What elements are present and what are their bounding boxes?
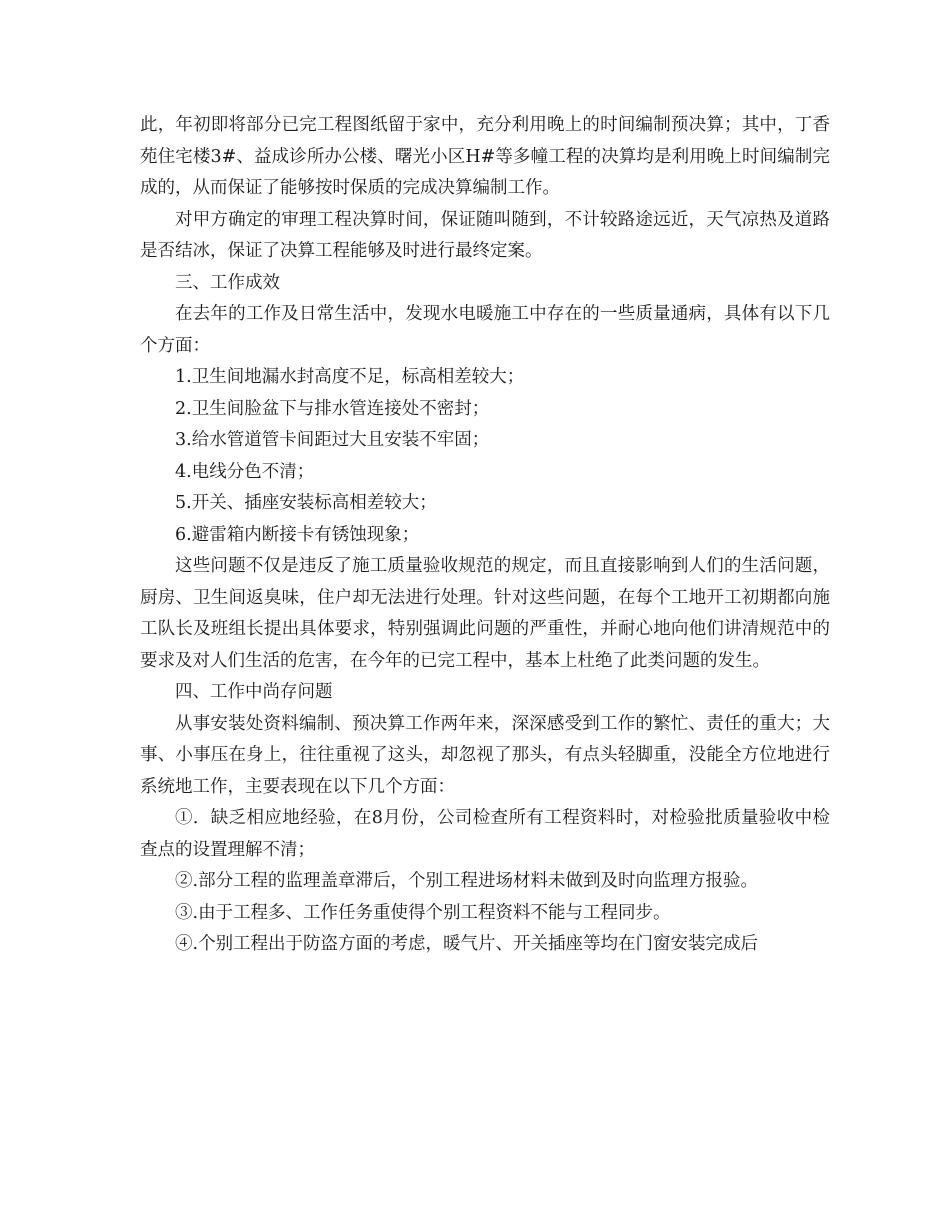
- list-item: ④.个别工程出于防盗方面的考虑，暖气片、开关插座等均在门窗安装完成后: [175, 934, 759, 954]
- section-heading-issues: 四、工作中尚存问题: [175, 682, 333, 702]
- paragraph-4: 这些问题不仅是违反了施工质量验收规范的规定，而且直接影响到人们的生活问题，厨房、卫生间返臭味，住户却无法进行处理。针对这些问题，在每个工地开工初期都向施工队长及班组长提出具体要求，特别强调此问题的严重性，并耐心地向他们讲清规范中的要求及对人们生活的危害，在今年的已完工程中，基本上杜绝了此类问题的发生。: [140, 556, 830, 671]
- section-heading-results: 三、工作成效: [175, 272, 280, 293]
- list-item: ①．缺乏相应地经验，在8月份，公司检查所有工程资料时，对检验批质量验收中检查点的设置理解不清；: [140, 808, 830, 860]
- list-item: ②.部分工程的监理盖章滞后，个别工程进场材料未做到及时向监理方报验。: [175, 871, 759, 891]
- paragraph-1: 此，年初即将部分已完工程图纸留于家中，充分利用晚上的时间编制预决算；其中，丁香苑住宅楼3#、益成诊所办公楼、曙光小区H#等多幢工程的决算均是利用晚上时间编制完成的，从而保证了能够按时保质的完成决算编制工作。: [140, 115, 830, 198]
- list-item: 2.卫生间脸盆下与排水管连接处不密封；: [175, 398, 490, 419]
- list-item: 4.电线分色不清；: [175, 461, 315, 482]
- list-item: 1.卫生间地漏水封高度不足，标高相差较大；: [175, 367, 525, 387]
- paragraph-5: 从事安装处资料编制、预决算工作两年来，深深感受到工作的繁忙、责任的重大；大事、小事压在身上，往往重视了这头，却忽视了那头，有点头轻脚重，没能全方位地进行系统地工作，主要表现在以下几个方面：: [140, 713, 830, 797]
- list-item: 5.开关、插座安装标高相差较大；: [175, 493, 437, 513]
- list-item: ③.由于工程多、工作任务重使得个别工程资料不能与工程同步。: [175, 902, 671, 923]
- document-body: [140, 110, 830, 961]
- paragraph-3: 在去年的工作及日常生活中，发现水电暖施工中存在的一些质量通病，具体有以下几个方面：: [140, 304, 830, 356]
- list-item: 6.避雷箱内断接卡有锈蚀现象；: [175, 524, 420, 545]
- list-item: 3.给水管道管卡间距过大且安装不牢固；: [175, 430, 490, 450]
- paragraph-2: 对甲方确定的审理工程决算时间，保证随叫随到，不计较路途远近，天气凉热及道路是否结冰，保证了决算工程能够及时进行最终定案。: [140, 209, 830, 261]
